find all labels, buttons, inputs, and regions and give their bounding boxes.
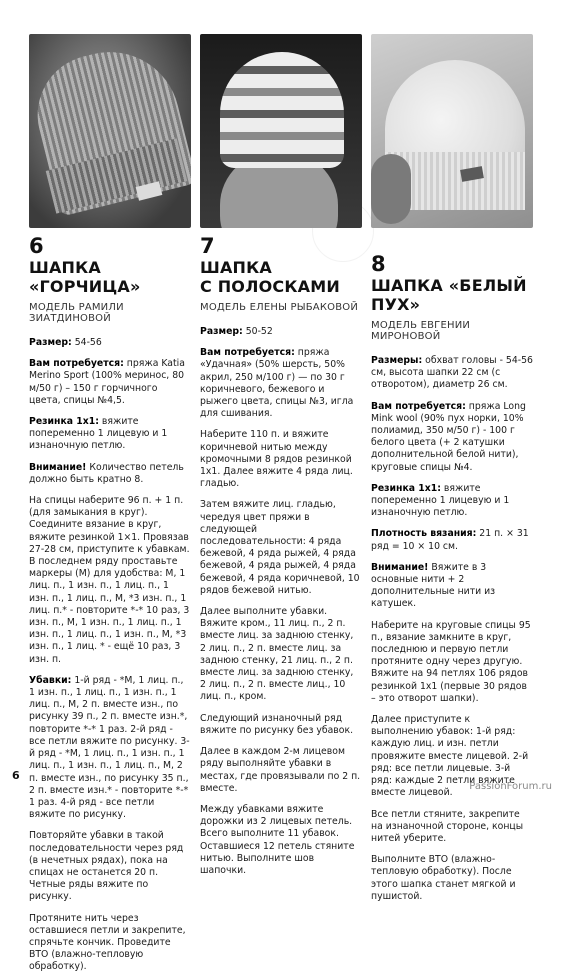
paragraph-text: Следующий изнаночный ряд вяжите по рисунку без убавок. xyxy=(200,712,354,736)
photo-white-fluffy-hat xyxy=(371,34,533,228)
paragraph-label: Резинка 1x1: xyxy=(29,416,99,428)
paragraph xyxy=(29,358,191,407)
paragraph xyxy=(200,804,362,877)
pattern-column-6 xyxy=(29,34,191,974)
paragraph xyxy=(200,713,362,737)
paragraph xyxy=(200,499,362,597)
paragraph-text: Наберите на круговые спицы 95 п., вязание замкните в круг, последнюю и первую петли протяните одну через другую. Вяжите на 94 петлях 106 рядов резинкой 1х1 (первые 30 рядов – это отворот шапки). xyxy=(371,619,531,704)
paragraph-text: Выполните ВТО (влажно-тепловую обработку). После этого шапка станет мягкой и пушистой. xyxy=(371,854,516,902)
paragraph xyxy=(200,606,362,704)
title-line: ШАПКА «ГОРЧИЦА» xyxy=(29,258,141,296)
pattern-title xyxy=(29,258,191,296)
paragraph-label: Резинка 1x1: xyxy=(371,482,441,494)
photo-mustard-hat xyxy=(29,34,191,228)
paragraph-text: вяжите попеременно 1 лицевую и 1 изнаночную петлю. xyxy=(29,416,168,452)
paragraph-text: вяжите попеременно 1 лицевую и 1 изнаночную петлю. xyxy=(371,482,510,519)
paragraph-text: 1-й ряд - *М, 1 лиц. п., 1 изн. п., 1 лиц. п., 1 изн. п., 1 лиц. п., М, 2 п. вместе изн., по рисунку 39 п., 2 п. вместе изн.*, повторите *-* 1 раз. 2-й ряд - все петли вяжите по рисунку. 3-й ряд - *М, 1 лиц. п., 1 изн. п., 1 лиц. п., 1 изн. п., 1 лиц. п., М, 2 п. вместе изн., по рисунку 35 п., 2 п. вместе изн.* - повторите *-* 1 раз. 4-й ряд - все петли вяжите по рисунку. xyxy=(29,674,190,821)
paragraph-text: Вяжите в 3 основные нити + 2 дополнительные нити из катушек. xyxy=(371,561,496,610)
paragraph xyxy=(200,429,362,490)
paragraph-label: Внимание! xyxy=(371,561,429,573)
paragraph-text: Наберите 110 п. и вяжите коричневой нитью между кромочными 8 рядов резинкой 1х1. Далее вяжите 4 ряда лиц. гладью. xyxy=(200,429,353,490)
paragraph-text: Затем вяжите лиц. гладью, чередуя цвет пряжи в следующей последовательности: 4 ряда бежевой, 4 ряда рыжей, 4 ряда бежевой, 4 ряда рыжей, 4 ряда бежевой, 4 ряда коричневой, 10 рядов бежевой нитью. xyxy=(200,499,360,596)
paragraph xyxy=(29,675,191,821)
paragraph-text: пряжа «Удачная» (50% шерсть, 50% акрил, 250 м/100 г) — по 30 г коричневого, бежевого и рыжего цвета, спицы №3, игла для сшивания. xyxy=(200,347,354,420)
title-line: С ПОЛОСКАМИ xyxy=(200,277,340,296)
paragraph xyxy=(371,854,533,903)
striped-beanie-shape xyxy=(220,52,344,168)
pattern-title xyxy=(371,276,533,314)
paragraph xyxy=(29,495,191,666)
page-number: 6 xyxy=(12,769,20,782)
paragraph xyxy=(29,462,191,486)
paragraph xyxy=(29,416,191,453)
paragraph-label: Вам потребуется: xyxy=(200,347,295,359)
paragraph-label: Размер: xyxy=(200,326,243,337)
paragraph xyxy=(371,355,533,392)
paragraph-text: 54-56 xyxy=(71,337,102,348)
photo-striped-hat xyxy=(200,34,362,228)
paragraph-text: 50-52 xyxy=(242,326,273,337)
paragraph-label: Размеры: xyxy=(371,355,423,366)
paragraph-label: Размер: xyxy=(29,337,72,348)
title-line: ШАПКА xyxy=(200,258,272,277)
pattern-number: 7 xyxy=(200,234,215,258)
paragraph xyxy=(29,337,191,349)
paragraph xyxy=(371,620,533,705)
model-author: МОДЕЛЬ ЕВГЕНИИ МИРОНОВОЙ xyxy=(371,320,471,342)
pattern-number: 6 xyxy=(29,234,44,258)
paragraph-text: Повторяйте убавки в такой последовательности через ряд (в нечетных рядах), пока на спицах не останется 20 п. Четные ряды вяжите по рисунку. xyxy=(29,830,184,903)
pattern-column-7 xyxy=(200,34,362,877)
paragraph-text: На спицы наберите 96 п. + 1 п. (для замыкания в круг). Соедините вязание в круг, вяжите резинкой 1×1. Провязав 27-28 см, приступите к убавкам. В последнем ряду проставьте маркеры (М) для удобства: М, 1 лиц. п., 1 изн. п., 1 лиц. п., 1 изн. п., 1 лиц. п., М, *3 изн. п., 1 лиц. п.* - повторите *-* 10 раз, 3 изн. п., М, 1 изн. п., 1 лиц. п., 1 изн. п., 1 лиц. п., 1 изн. п., М, *3 изн. п., 1 лиц. * - ещё 10 раз, 3 изн. п. xyxy=(29,495,190,665)
paragraph-label: Вам потребуется: xyxy=(371,400,466,412)
paragraph-label: Убавки: xyxy=(29,674,72,686)
paragraph-text: Количество петель должно быть кратно 8. xyxy=(29,461,184,485)
model-author: МОДЕЛЬ ЕЛЕНЫ РЫБАКОВОЙ xyxy=(200,302,359,313)
paragraph-text: Протяните нить через оставшиеся петли и закрепите, спрячьте кончик. Проведите ВТО (влажно-тепловую обработку). xyxy=(29,912,186,973)
paragraph xyxy=(371,528,533,552)
watermark: PassionForum.ru xyxy=(469,781,552,792)
paragraph-text: Между убавками вяжите дорожки из 2 лицевых петель. Всего выполните 11 убавок. Оставшиеся 12 петель стяните нитью. Выполните шов шапочки. xyxy=(200,803,355,876)
paragraph-text: обхват головы - 54-56 см, высота шапки 22 см (с отворотом), диаметр 26 см. xyxy=(371,355,533,391)
paragraph xyxy=(29,913,191,974)
title-line: ШАПКА «БЕЛЫЙ ПУХ» xyxy=(371,276,527,314)
paragraph xyxy=(371,483,533,520)
pattern-title xyxy=(200,258,362,296)
paragraph xyxy=(200,347,362,420)
paragraph-text: Далее в каждом 2-м лицевом ряду выполняйте убавки в местах, где провязывали по 2 п. вместе. xyxy=(200,746,361,794)
paragraph-label: Плотность вязания: xyxy=(371,528,477,540)
pattern-number: 8 xyxy=(371,252,386,276)
paragraph-text: пряжа Katia Merino Sport (100% меринос, 80 м/50 г) – 150 г горчичного цвета, спицы №4,5. xyxy=(29,358,185,406)
paragraph-text: пряжа Long Mink wool (90% пух норки, 10% полиамид, 350 м/50 г) - 100 г белого цвета (+ 2 катушки дополнительной белой нити), круговые спицы №4. xyxy=(371,400,526,473)
paragraph xyxy=(371,809,533,846)
pattern-column-8 xyxy=(371,34,533,903)
paragraph-text: 21 п. × 31 ряд = 10 × 10 см. xyxy=(371,528,529,552)
paragraph-text: Все петли стяните, закрепите на изнаночной стороне, концы нитей уберите. xyxy=(371,808,524,844)
paragraph xyxy=(29,830,191,903)
paragraph xyxy=(200,326,362,338)
paragraph-text: Далее приступите к выполнению убавок: 1-й ряд: каждую лиц. и изн. петли провяжите вместе лицевой. 2-й ряд: все петли лицевые. 3-й ряд: каждые 2 петли вяжите вместе лицевой. xyxy=(371,714,529,799)
model-author: МОДЕЛЬ РАМИЛИ ЗИАТДИНОВОЙ xyxy=(29,302,124,324)
paragraph-label: Внимание! xyxy=(29,461,87,473)
paragraph xyxy=(371,562,533,611)
paragraph-text: Далее выполните убавки. Вяжите кром., 11 лиц. п., 2 п. вместе лиц. за заднюю стенку, 2 лиц. п., 2 п. вместе лиц. за заднюю стенку, 21 лиц. п., 2 п. вместе лиц. за заднюю стенку, 2 лиц. п., 2 п. вместе лиц., 10 лиц. п., кром. xyxy=(200,606,354,703)
paragraph xyxy=(371,401,533,474)
paragraph xyxy=(200,746,362,795)
paragraph-label: Вам потребуется: xyxy=(29,358,124,370)
hand-shape xyxy=(371,154,411,224)
